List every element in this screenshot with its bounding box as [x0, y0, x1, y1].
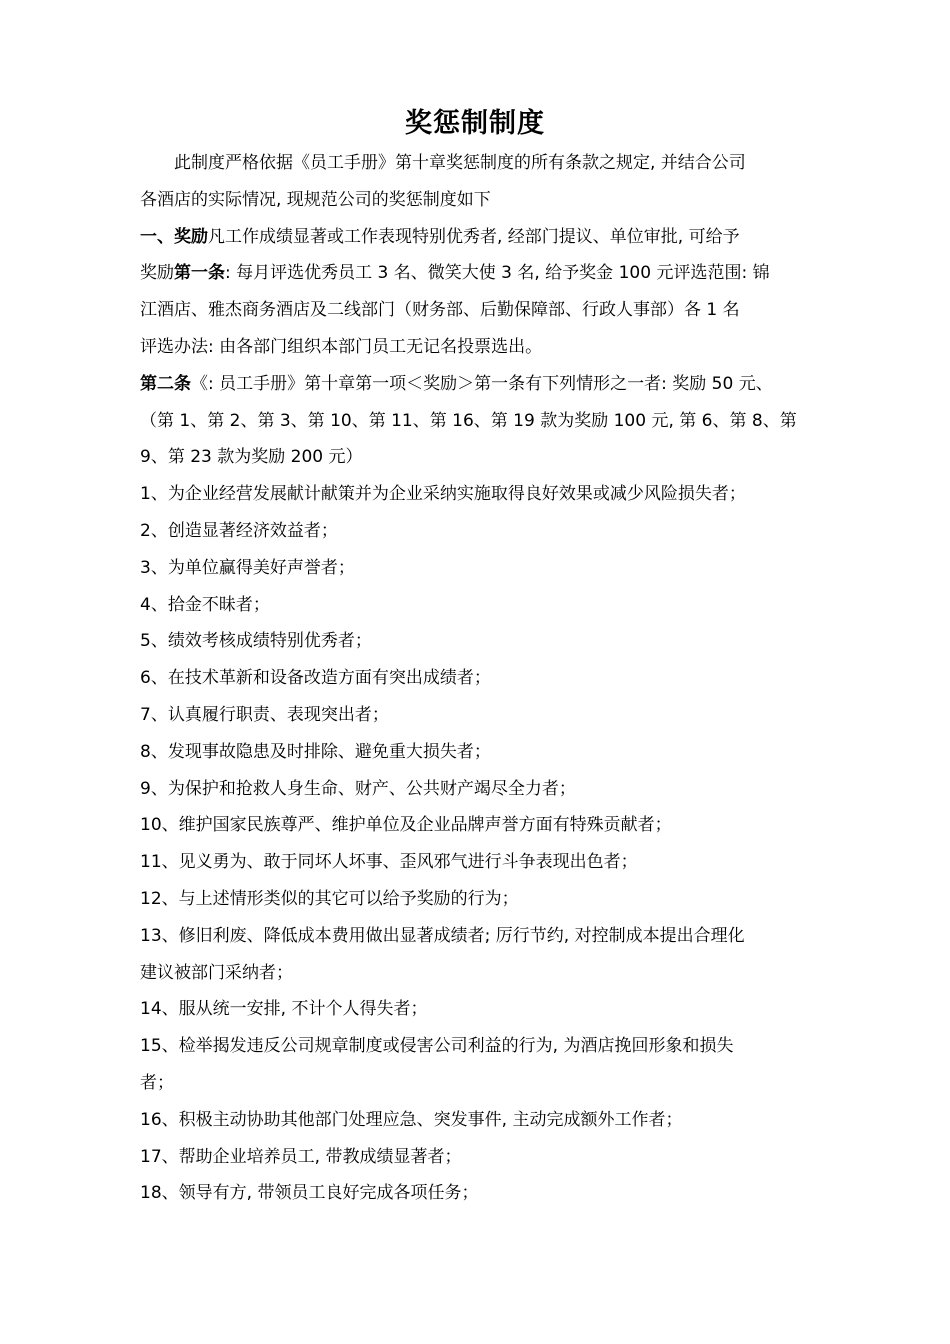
list-item: 6、在技术革新和设备改造方面有突出成绩者；	[140, 668, 491, 689]
list-item-continuation: 建议被部门采纳者；	[140, 962, 293, 983]
list-item: 17、帮助企业培养员工, 带教成绩显著者；	[140, 1146, 462, 1167]
list-item: 13、修旧利废、降低成本费用做出显著成绩者; 厉行节约, 对控制成本提出合理化	[140, 925, 745, 946]
list-item: 18、领导有方, 带领员工良好完成各项任务；	[140, 1183, 479, 1204]
article-one-line	[140, 255, 830, 292]
paragraph-text: 《: 员工手册》第十章第一项＜奖励＞第一条有下列情形之一者: 奖励 50 元、	[191, 373, 773, 394]
paragraph-text: 奖励	[140, 263, 174, 284]
list-item: 2、创造显著经济效益者；	[140, 520, 338, 541]
list-item: 16、积极主动协助其他部门处理应急、突发事件, 主动完成额外工作者；	[140, 1109, 683, 1130]
paragraph-text: 凡工作成绩显著或工作表现特别优秀者, 经部门提议、单位审批, 可给予	[208, 226, 740, 247]
document-body	[140, 145, 830, 1212]
list-item: 9、为保护和抢救人身生命、财产、公共财产竭尽全力者；	[140, 778, 576, 799]
list-item: 5、绩效考核成绩特别优秀者；	[140, 631, 372, 652]
list-item: 7、认真履行职责、表现突出者；	[140, 704, 389, 725]
paragraph-line: 9、第 23 款为奖励 200 元）	[140, 447, 363, 468]
list-item: 4、拾金不昧者；	[140, 594, 270, 615]
paragraph-text: : 每月评选优秀员工 3 名、微笑大使 3 名, 给予奖金 100 元评选范围: 锦	[225, 263, 770, 284]
article-label: 第二条	[140, 373, 191, 394]
list-item: 3、为单位赢得美好声誉者；	[140, 557, 355, 578]
paragraph-line: 评选办法: 由各部门组织本部门员工无记名投票选出。	[140, 336, 543, 357]
list-item: 15、检举揭发违反公司规章制度或侵害公司利益的行为, 为酒店挽回形象和损失	[140, 1036, 734, 1057]
article-two-line	[140, 366, 830, 403]
document-title: 奖惩制制度	[405, 108, 545, 139]
list-item: 8、发现事故隐患及时排除、避免重大损失者；	[140, 741, 491, 762]
list-item: 12、与上述情形类似的其它可以给予奖励的行为；	[140, 888, 519, 909]
list-item-continuation: 者；	[140, 1072, 174, 1093]
intro-line: 各酒店的实际情况, 现规范公司的奖惩制度如下	[140, 189, 491, 210]
section-heading: 一、奖励	[140, 226, 208, 247]
list-item: 11、见义勇为、敢于同坏人坏事、歪风邪气进行斗争表现出色者；	[140, 852, 638, 873]
paragraph-line: 江酒店、雅杰商务酒店及二线部门（财务部、后勤保障部、行政人事部）各 1 名	[140, 300, 740, 321]
list-item: 1、为企业经营发展献计献策并为企业采纳实施取得良好效果或减少风险损失者；	[140, 484, 746, 505]
intro-line: 此制度严格依据《员工手册》第十章奖惩制度的所有条款之规定, 并结合公司	[174, 153, 746, 173]
section-reward-line	[140, 219, 830, 256]
article-label: 第一条	[174, 263, 225, 284]
list-item: 10、维护国家民族尊严、维护单位及企业品牌声誉方面有特殊贡献者；	[140, 815, 672, 836]
list-item: 14、服从统一安排, 不计个人得失者；	[140, 999, 428, 1020]
paragraph-line: （第 1、第 2、第 3、第 10、第 11、第 16、第 19 款为奖励 100 元, 第 6、第 8、第	[140, 410, 797, 431]
